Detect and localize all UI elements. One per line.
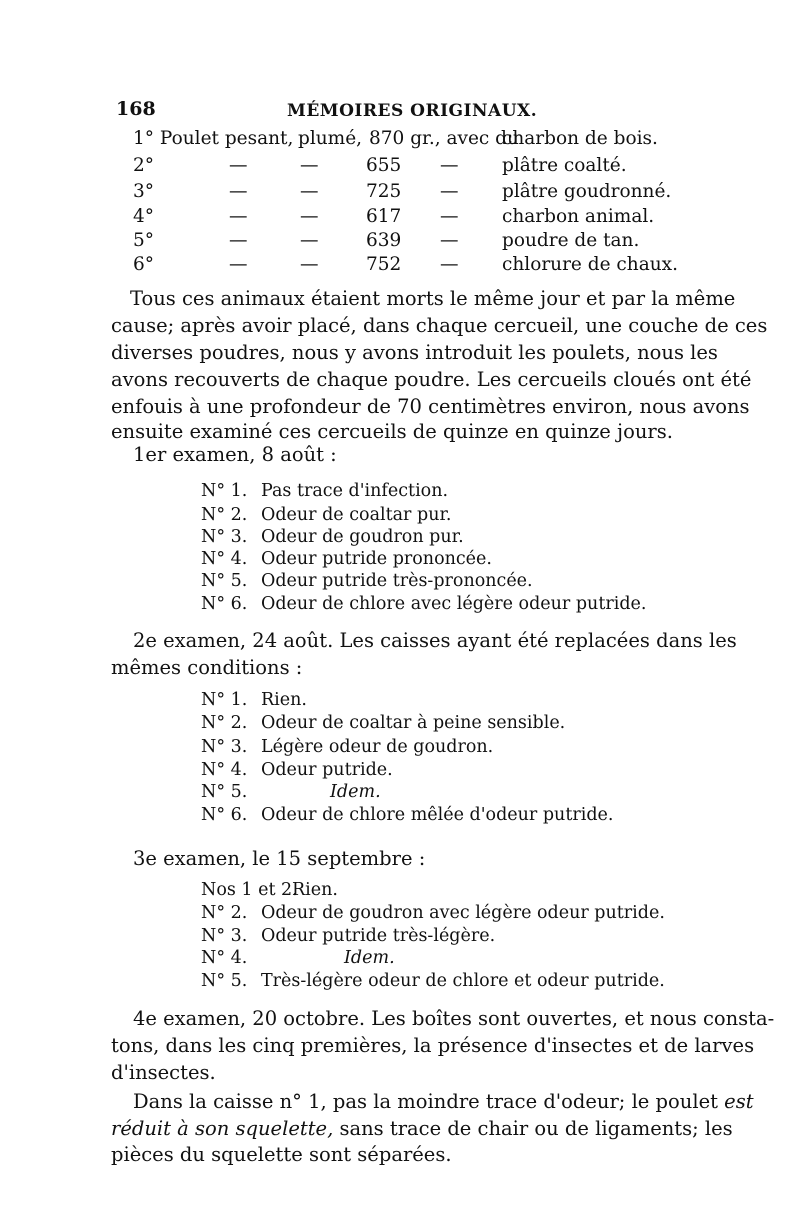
item-text: Odeur de chlore avec légère odeur putride. — [261, 594, 647, 614]
item-number: N° 3. — [201, 737, 248, 757]
ditto-mark: — — [229, 206, 248, 227]
trial-label: 4° — [133, 206, 155, 227]
section-heading: 1er examen, 8 août : — [133, 443, 337, 466]
section-heading: 2e examen, 24 août. Les caisses ayant été replacées dans les — [133, 629, 737, 652]
item-text: Idem. — [330, 782, 381, 802]
text-line: avons recouverts de chaque poudre. Les cercueils cloués ont été — [111, 368, 752, 391]
item-text: Odeur de coaltar à peine sensible. — [261, 713, 566, 733]
trial-label: 6° — [133, 254, 155, 275]
text-line — [111, 1115, 733, 1142]
trial-substance: poudre de tan. — [502, 230, 640, 251]
trial-substance: charbon animal. — [502, 206, 655, 227]
item-number: N° 6. — [201, 805, 248, 825]
ditto-mark: — — [229, 230, 248, 251]
italic-run: est — [724, 1090, 754, 1113]
item-text: Odeur putride très-légère. — [261, 926, 496, 946]
trial-substance: chlorure de chaux. — [502, 254, 678, 275]
trial-weight: 725 — [366, 181, 402, 202]
ditto-mark: — — [440, 181, 459, 202]
trial-weight: 617 — [366, 206, 402, 227]
item-text: Odeur putride très-prononcée. — [261, 571, 533, 591]
trial-weight: 639 — [366, 230, 402, 251]
ditto-mark: — — [300, 230, 319, 251]
trial-weight: 655 — [366, 155, 402, 176]
item-number: N° 2. — [201, 505, 248, 525]
item-text: Odeur putride. — [261, 760, 393, 780]
trial-substance: plâtre goudronné. — [502, 181, 672, 202]
ditto-mark: — — [440, 254, 459, 275]
item-text: Très-légère odeur de chlore et odeur putride. — [261, 971, 665, 991]
list-item — [0, 594, 800, 620]
item-number: N° 3. — [201, 527, 248, 547]
text-run: sans trace de chair ou de ligaments; les — [333, 1117, 733, 1140]
item-number: N° 5. — [201, 571, 248, 591]
item-text: Odeur putride prononcée. — [261, 549, 492, 569]
ditto-mark: — — [229, 181, 248, 202]
section-heading: mêmes conditions : — [111, 656, 303, 679]
list-item — [0, 481, 800, 507]
ditto-mark: — — [300, 206, 319, 227]
item-number: N° 2. — [201, 713, 248, 733]
trial-weight: 870 gr., avec du — [369, 128, 519, 149]
item-number: N° 5. — [201, 782, 248, 802]
item-number: N° 4. — [201, 760, 248, 780]
list-item — [0, 971, 800, 997]
trial-label: 3° — [133, 181, 155, 202]
ditto-mark: — — [229, 155, 248, 176]
text-line: Tous ces animaux étaient morts le même jour et par la même — [130, 287, 736, 310]
ditto-mark: — — [440, 230, 459, 251]
ditto-mark: — — [229, 254, 248, 275]
item-number: N° 5. — [201, 971, 248, 991]
ditto-mark: — — [440, 155, 459, 176]
trial-state: plumé, — [298, 128, 363, 149]
item-number: N° 4. — [201, 549, 248, 569]
item-text: Idem. — [344, 948, 395, 968]
ditto-mark: — — [300, 181, 319, 202]
item-number: N° 6. — [201, 594, 248, 614]
text-run: Dans la caisse n° 1, pas la moindre trace d'odeur; le poulet — [133, 1090, 725, 1113]
text-line: ensuite examiné ces cercueils de quinze en quinze jours. — [111, 420, 673, 443]
item-text: Odeur de coaltar pur. — [261, 505, 452, 525]
trial-row — [0, 254, 800, 282]
item-text: Légère odeur de goudron. — [261, 737, 494, 757]
italic-run: réduit à son squelette, — [111, 1117, 334, 1140]
trial-label: 1° Poulet pesant, — [133, 128, 294, 149]
trial-label: 2° — [133, 155, 155, 176]
item-number: N° 4. — [201, 948, 248, 968]
item-text: Odeur de goudron pur. — [261, 527, 464, 547]
trial-row — [0, 155, 800, 183]
text-line: enfouis à une profondeur de 70 centimètres environ, nous avons — [111, 395, 750, 418]
item-text: Odeur de goudron avec légère odeur putride. — [261, 903, 665, 923]
item-number: N° 2. — [201, 903, 248, 923]
list-item — [0, 713, 800, 739]
item-number: N° 3. — [201, 926, 248, 946]
ditto-mark: — — [300, 155, 319, 176]
ditto-mark: — — [300, 254, 319, 275]
text-line: diverses poudres, nous y avons introduit les poulets, nous les — [111, 341, 718, 364]
trial-substance: plâtre coalté. — [502, 155, 627, 176]
text-line: pièces du squelette sont séparées. — [111, 1143, 452, 1166]
running-title: MÉMOIRES ORIGINAUX. — [287, 101, 538, 121]
trial-label: 5° — [133, 230, 155, 251]
list-item — [0, 805, 800, 831]
item-text: Rien. — [292, 880, 338, 900]
item-text: Odeur de chlore mêlée d'odeur putride. — [261, 805, 614, 825]
item-text: Pas trace d'infection. — [261, 481, 449, 501]
trial-row — [0, 128, 800, 156]
trial-substance: charbon de bois. — [502, 128, 658, 149]
trial-row — [0, 181, 800, 209]
text-line: d'insectes. — [111, 1061, 216, 1084]
text-line: tons, dans les cinq premières, la présence d'insectes et de larves — [111, 1034, 755, 1057]
item-number: N° 1. — [201, 481, 248, 501]
page-number: 168 — [116, 98, 156, 120]
section-heading: 3e examen, le 15 septembre : — [133, 847, 426, 870]
ditto-mark: — — [440, 206, 459, 227]
item-number: Nos 1 et 2. — [201, 880, 298, 900]
item-text: Rien. — [261, 690, 307, 710]
text-line — [133, 1088, 754, 1115]
text-line: cause; après avoir placé, dans chaque cercueil, une couche de ces — [111, 314, 768, 337]
trial-weight: 752 — [366, 254, 402, 275]
text-line: 4e examen, 20 octobre. Les boîtes sont ouvertes, et nous consta- — [133, 1007, 775, 1030]
item-number: N° 1. — [201, 690, 248, 710]
